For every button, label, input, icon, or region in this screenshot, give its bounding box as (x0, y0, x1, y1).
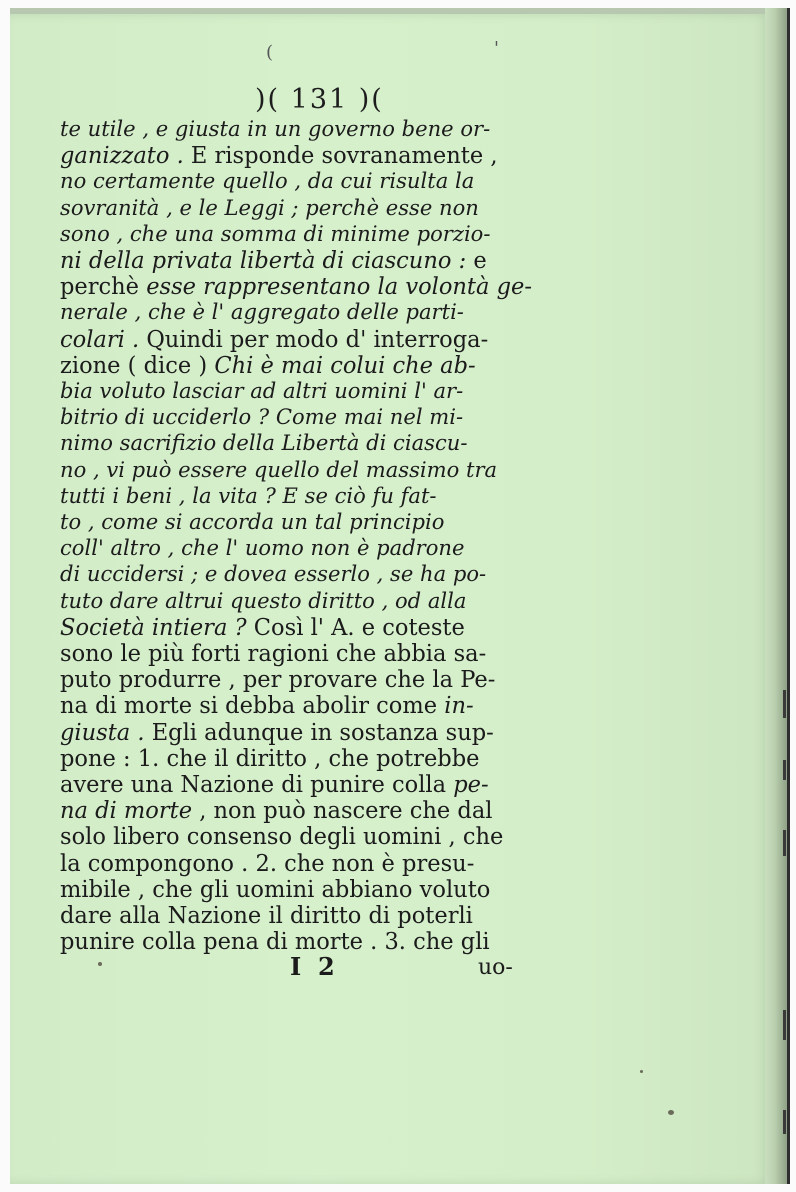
text-line (60, 823, 550, 851)
roman-segment: mibile , che gli uomini abbiano voluto (60, 876, 491, 903)
text-line (60, 483, 550, 511)
italic-segment: nerale , che è l' aggregato delle parti- (60, 300, 464, 326)
italic-segment: ganizzato . (60, 143, 184, 170)
text-line (60, 876, 550, 904)
text-line (60, 404, 550, 432)
paper-speck (640, 1070, 643, 1073)
text-line (60, 588, 550, 616)
italic-segment: nimo sacrifizio della Libertà di ciascu- (60, 431, 468, 457)
text-line (60, 902, 550, 930)
text-line (60, 745, 550, 773)
italic-segment: in- (437, 693, 474, 720)
spine-mark (783, 1010, 786, 1040)
spine-mark (783, 830, 786, 856)
text-line (60, 430, 550, 458)
roman-segment: Così l' A. e coteste (246, 614, 465, 641)
roman-segment: , non può nascere che dal (192, 798, 493, 825)
italic-segment: no certamente quello , da cui risulta la (60, 169, 475, 195)
italic-segment: giusta . (60, 719, 145, 746)
text-line (60, 273, 550, 301)
text-line (60, 771, 550, 799)
italic-segment: coll' altro , che l' uomo non è padrone (60, 536, 465, 562)
italic-segment: pe- (446, 772, 489, 798)
paper-speck (98, 962, 102, 966)
text-line (60, 614, 550, 642)
italic-segment: bia voluto lasciar ad altri uomini l' ar- (60, 379, 464, 404)
text-line (60, 299, 550, 327)
roman-segment: perchè (60, 274, 140, 301)
italic-segment: tuto dare altrui questo diritto , od alla (60, 588, 467, 614)
text-line (60, 352, 550, 380)
italic-segment: esse rappresentano la volontà ge- (139, 274, 532, 301)
italic-segment: no , vi può essere quello del massimo tra (60, 457, 498, 483)
text-line (60, 509, 550, 537)
header-mark: ( (266, 42, 274, 63)
text-line (60, 142, 550, 170)
spine-mark (783, 690, 786, 718)
italic-segment: sovranità , e le Leggi ; perchè esse non (60, 195, 479, 221)
text-line (60, 692, 550, 720)
italic-segment: di uccidersi ; e dovea esserlo , se ha po- (60, 562, 487, 588)
text-line (60, 378, 550, 406)
text-line (60, 168, 550, 196)
roman-segment: Egli adunque in sostanza sup- (144, 719, 494, 746)
text-line (60, 640, 550, 668)
italic-segment: te utile , e giusta in un governo bene or- (60, 117, 491, 142)
roman-segment: puto produrre , per provare che la Pe- (60, 667, 496, 694)
text-line (60, 719, 550, 747)
italic-segment: bitrio di ucciderlo ? Come mai nel mi- (60, 405, 464, 431)
text-line (60, 247, 550, 275)
paper-speck (668, 1110, 674, 1115)
text-line (60, 666, 550, 694)
catchword: uo- (478, 955, 513, 980)
text-line (60, 850, 550, 878)
italic-segment: colari . (60, 326, 140, 353)
italic-segment: na di morte (60, 798, 193, 825)
book-spine-edge (765, 8, 790, 1184)
text-line (60, 195, 550, 223)
roman-segment: la compongono . 2. che non è presu- (60, 850, 475, 877)
roman-segment: solo libero consenso degli uomini , che (60, 824, 504, 851)
roman-segment: Quindi per modo d' interroga- (139, 326, 489, 353)
roman-segment: E risponde sovranamente , (183, 143, 498, 170)
text-line (60, 326, 550, 354)
text-line (60, 535, 550, 563)
spine-mark (783, 760, 786, 780)
text-line (60, 797, 550, 825)
text-line (60, 561, 550, 589)
roman-segment: pone : 1. che il diritto , che potrebbe (60, 745, 480, 772)
roman-segment: avere una Nazione di punire colla (60, 772, 447, 798)
header-tick: ' (494, 38, 499, 59)
text-line (60, 221, 550, 249)
text-line (60, 116, 550, 144)
roman-segment: dare alla Nazione il diritto di poterli (60, 903, 473, 929)
roman-segment: na di morte si debba abolir come (60, 693, 438, 720)
italic-segment: tutti i beni , la vita ? E se ciò fu fat- (60, 483, 437, 509)
italic-segment: Chi è mai colui che ab- (207, 352, 476, 379)
roman-segment: sono le più forti ragioni che abbia sa- (60, 641, 487, 667)
italic-segment: sono , che una somma di minime porzio- (60, 221, 491, 247)
roman-segment: e (466, 248, 487, 274)
signature-mark: I 2 (290, 952, 335, 981)
roman-segment: zione ( dice ) (60, 352, 208, 379)
page-number: )( 131 )( (255, 84, 384, 115)
roman-segment: punire colla pena di morte . 3. che gli (60, 929, 490, 956)
italic-segment: Società intiera ? (60, 614, 247, 641)
spine-mark (783, 1110, 786, 1134)
italic-segment: to , come si accorda un tal principio (60, 510, 445, 535)
text-line (60, 457, 550, 485)
italic-segment: ni della privata libertà di ciascuno : (60, 248, 467, 274)
